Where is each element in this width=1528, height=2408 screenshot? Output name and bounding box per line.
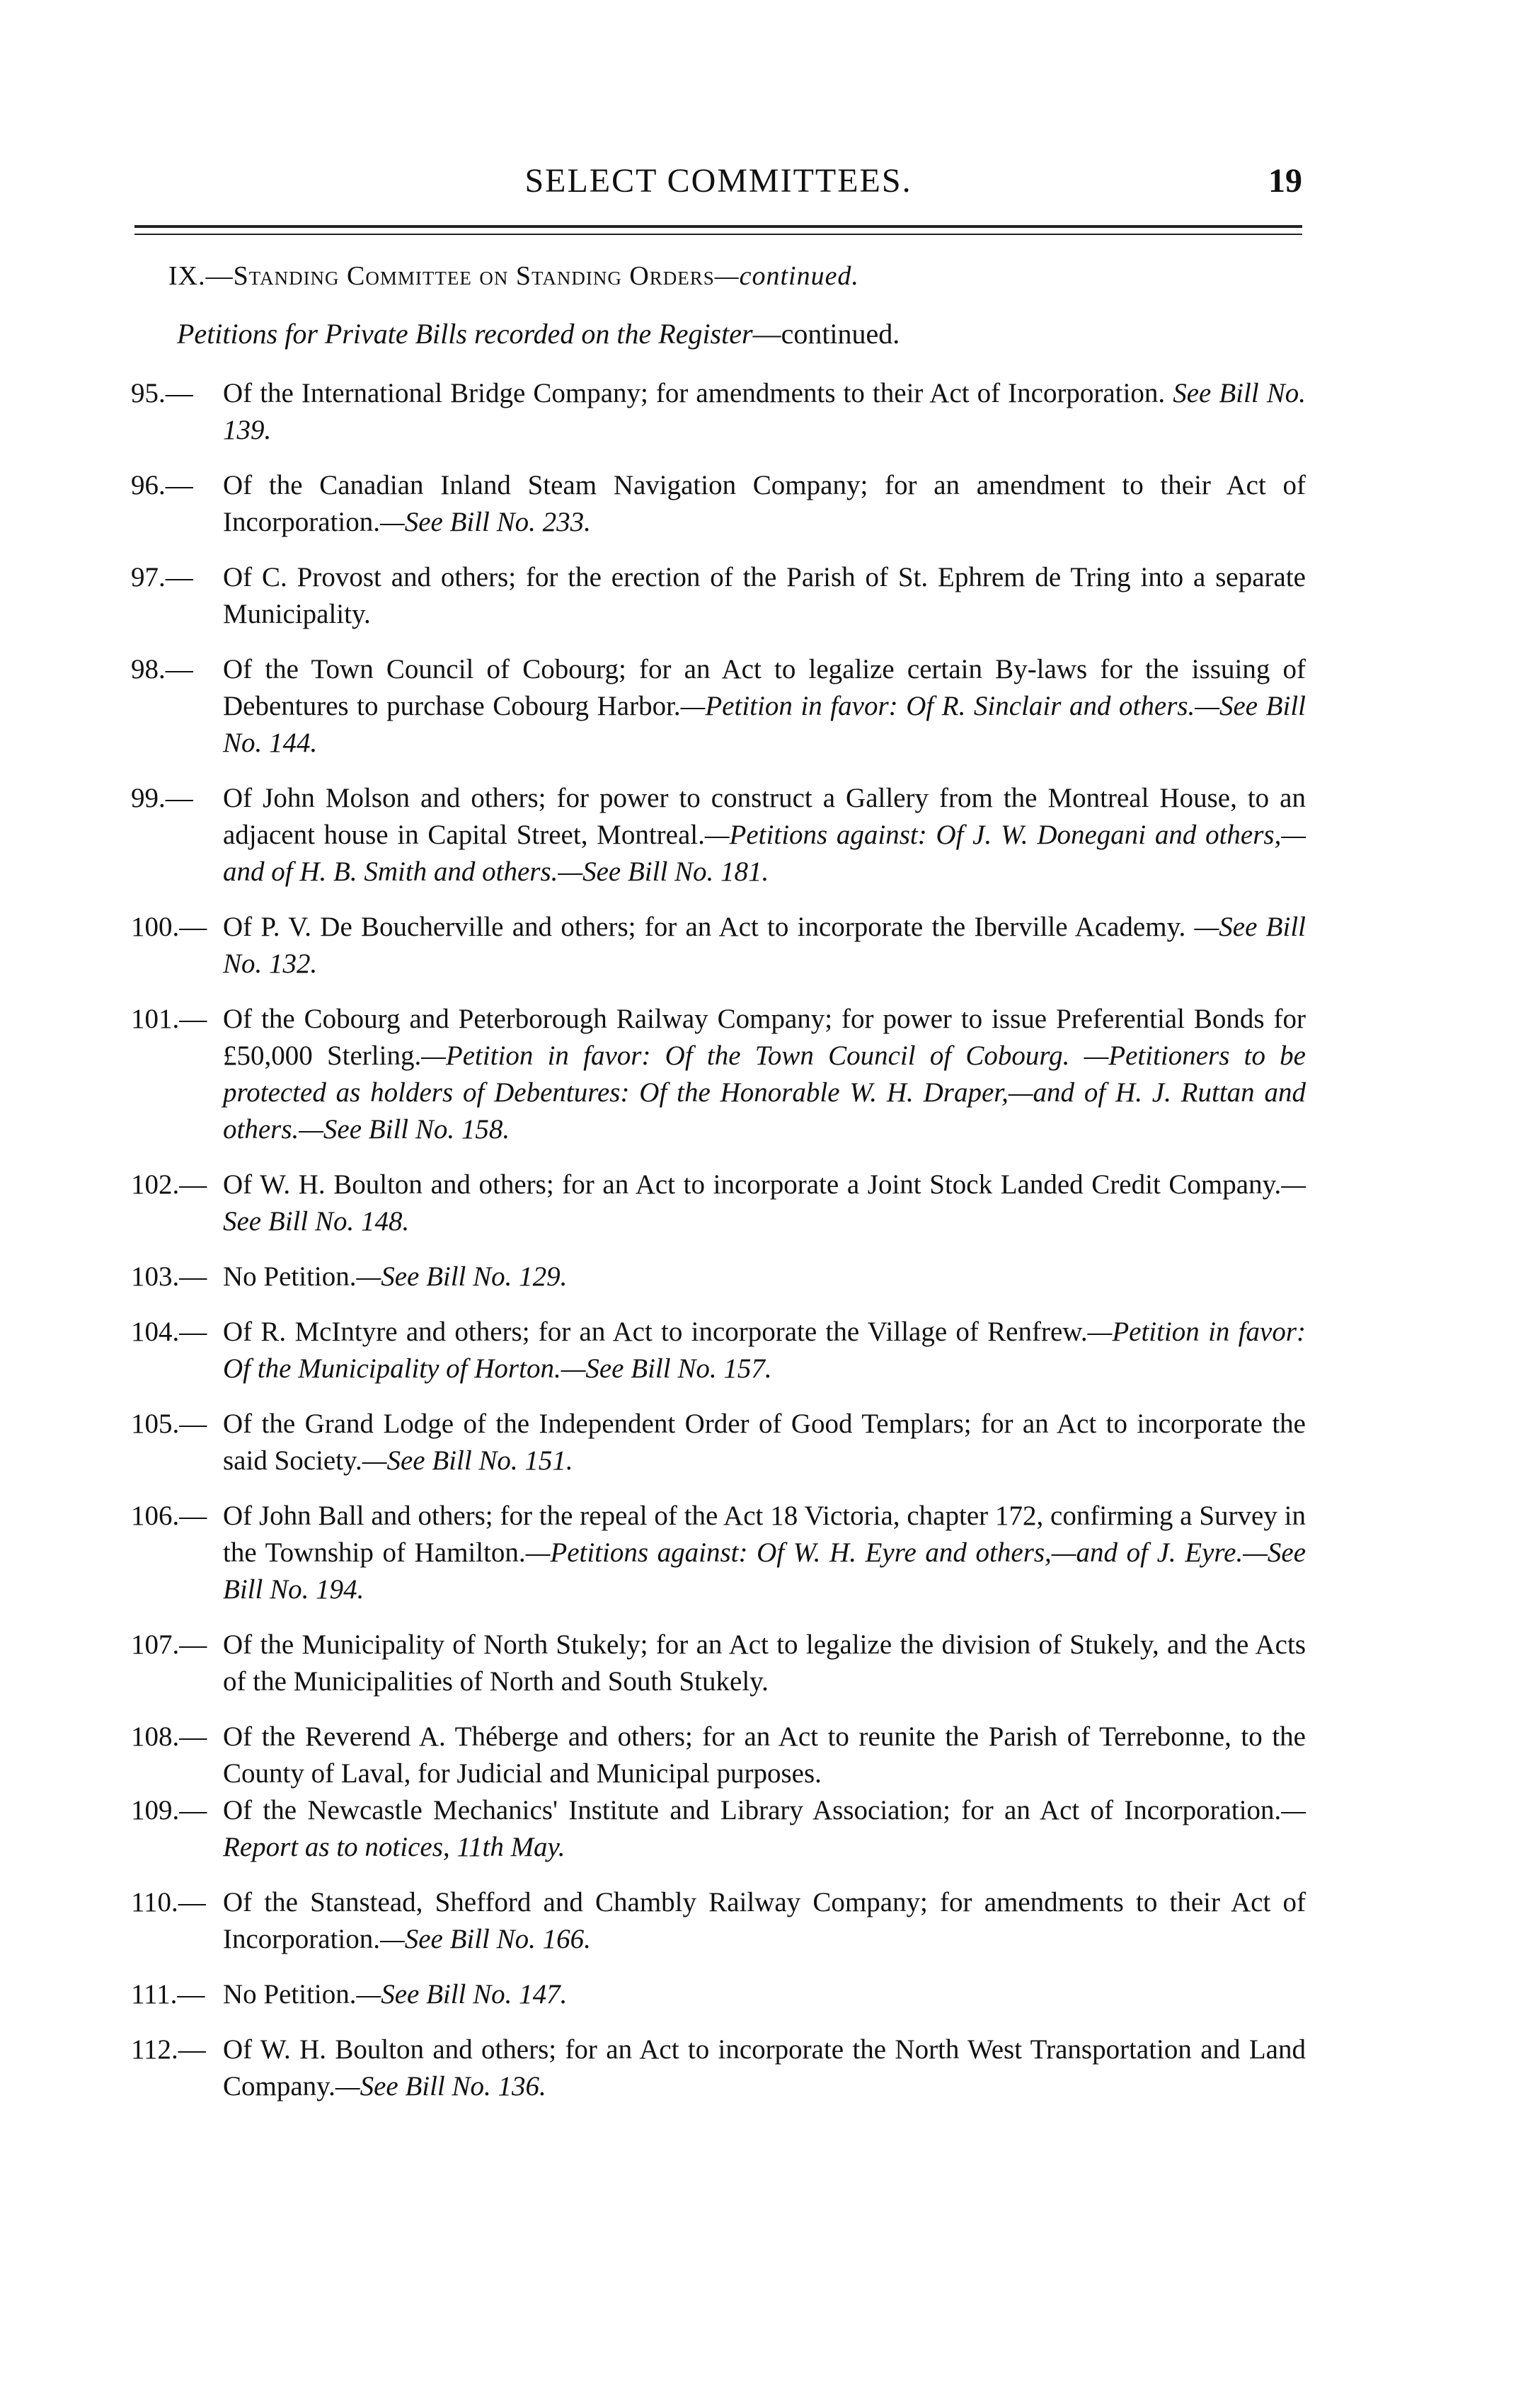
entry-number: 96.— — [131, 470, 193, 500]
entry-text: Of the International Bridge Company; for amendments to their Act of Incorporation. — [223, 378, 1166, 408]
list-item — [131, 1627, 1306, 1700]
list-item — [131, 1498, 1306, 1608]
entry-text: Of John Ball and others; for the repeal of the Act 18 Victoria, chapter 172, confirming a Survey in the Township of Hamilton. — [223, 1501, 1306, 1568]
entry-number: 103.— — [131, 1261, 207, 1292]
entry-reference: —See Bill No. 129. — [356, 1261, 568, 1292]
entry-number: 104.— — [131, 1317, 207, 1347]
list-item — [131, 1259, 1306, 1295]
entry-text: Of the Reverend A. Théberge and others; for an Act to reunite the Parish of Terrebonne, to the County of Laval, for Judicial and Municipal purposes. — [223, 1721, 1306, 1789]
entry-number: 98.— — [131, 654, 193, 684]
subheading-italic: Petitions for Private Bills recorded on the Register — [177, 318, 753, 350]
entry-reference: —See Bill No. 147. — [356, 1979, 568, 2009]
entry-text: Of R. McIntyre and others; for an Act to incorporate the Village of Renfrew. — [223, 1317, 1088, 1347]
entry-reference: —Petition in favor: Of the Town Council of Cobourg. —Petitioners to be protected as holders of Debentures: Of the Honorable W. H. Draper,—and of H. J. Ruttan and others.—See Bill No. 158. — [223, 1040, 1306, 1145]
entry-reference: —See Bill No. 233. — [380, 507, 591, 537]
entry-text: Of the Canadian Inland Steam Navigation Company; for an amendment to their Act of Incorporation. — [223, 470, 1306, 537]
entry-number: 110.— — [131, 1887, 206, 1917]
entry-number: 97.— — [131, 562, 193, 592]
entry-reference: —See Bill No. 132. — [223, 912, 1306, 979]
entry-number: 105.— — [131, 1409, 207, 1439]
entry-reference: —See Bill No. 151. — [362, 1445, 573, 1476]
list-item — [131, 1166, 1306, 1240]
subheading — [177, 317, 900, 350]
entry-reference: —See Bill No. 148. — [223, 1169, 1306, 1237]
entry-text: Of W. H. Boulton and others; for an Act to incorporate the North West Transportation and Land Company. — [223, 2034, 1306, 2102]
entry-number: 112.— — [131, 2034, 206, 2065]
page-number: 19 — [1268, 162, 1302, 200]
entry-reference: —Petition in favor: Of R. Sinclair and others.—See Bill No. 144. — [223, 691, 1306, 758]
list-item — [131, 909, 1306, 982]
entry-text: No Petition. — [223, 1979, 357, 2009]
entry-text: Of the Grand Lodge of the Independent Order of Good Templars; for an Act to incorporate the said Society. — [223, 1409, 1306, 1476]
section-heading — [168, 260, 859, 292]
subheading-rest: —continued. — [752, 318, 900, 350]
page-header — [134, 161, 1302, 218]
list-item — [131, 559, 1306, 633]
entry-text: Of W. H. Boulton and others; for an Act to incorporate a Joint Stock Landed Credit Company. — [223, 1169, 1282, 1200]
entry-number: 101.— — [131, 1004, 207, 1034]
entry-text: Of the Cobourg and Peterborough Railway Company; for power to issue Preferential Bonds for £50,000 Sterling. — [223, 1004, 1306, 1071]
entry-text: Of the Town Council of Cobourg; for an Act to legalize certain By-laws for the issuing of Debentures to purchase Cobourg Harbor. — [223, 654, 1306, 721]
entry-reference: —Petition in favor: Of the Municipality of Horton.—See Bill No. 157. — [223, 1317, 1306, 1384]
entry-number: 109.— — [131, 1795, 207, 1825]
petition-list — [131, 375, 1306, 2123]
entry-number: 102.— — [131, 1169, 207, 1200]
list-item — [131, 1884, 1306, 1958]
entry-number: 99.— — [131, 783, 193, 813]
entry-number: 106.— — [131, 1501, 207, 1531]
list-item — [131, 651, 1306, 762]
list-item — [131, 1001, 1306, 1148]
header-rule-thin — [134, 234, 1302, 235]
list-item — [131, 375, 1306, 449]
entry-text: No Petition. — [223, 1261, 357, 1292]
entry-number: 95.— — [131, 378, 193, 408]
list-item — [131, 1976, 1306, 2013]
header-rule — [134, 225, 1302, 228]
entry-reference: See Bill No. 139. — [223, 378, 1306, 445]
entry-reference: —Petitions against: Of J. W. Donegani and others,—and of H. B. Smith and others.—See Bill No. 181. — [223, 820, 1306, 887]
entry-text: Of John Molson and others; for power to construct a Gallery from the Montreal House, to an adjacent house in Capital Street, Montreal. — [223, 783, 1306, 850]
entry-number: 108.— — [131, 1721, 207, 1752]
entry-reference: —Petitions against: Of W. H. Eyre and others,—and of J. Eyre.—See Bill No. 194. — [223, 1537, 1306, 1605]
list-item — [131, 467, 1306, 541]
entry-reference: —Report as to notices, 11th May. — [223, 1795, 1306, 1862]
section-continued: —continued. — [714, 261, 859, 291]
section-title: Standing Committee on Standing Orders — [233, 261, 715, 291]
entry-reference: —See Bill No. 166. — [380, 1924, 591, 1954]
entry-text: Of the Municipality of North Stukely; for an Act to legalize the division of Stukely, and the Acts of the Municipalities of North and South Stukely. — [223, 1629, 1306, 1697]
list-item — [131, 2031, 1306, 2105]
list-item — [131, 1719, 1306, 1792]
list-item — [131, 1314, 1306, 1387]
entry-reference: —See Bill No. 136. — [335, 2071, 546, 2102]
entry-number: 111.— — [131, 1979, 205, 2009]
list-item — [131, 1792, 1306, 1866]
entry-number: 107.— — [131, 1629, 207, 1660]
list-item — [131, 1406, 1306, 1479]
entry-text: Of P. V. De Boucherville and others; for an Act to incorporate the Iberville Academy. — [223, 912, 1186, 942]
list-item — [131, 780, 1306, 890]
running-head: SELECT COMMITTEES. — [524, 162, 912, 200]
entry-number: 100.— — [131, 912, 207, 942]
section-numeral: IX.— — [168, 261, 234, 291]
entry-text: Of the Stanstead, Shefford and Chambly Railway Company; for amendments to their Act of Incorporation. — [223, 1887, 1306, 1954]
entry-text: Of the Newcastle Mechanics' Institute and Library Association; for an Act of Incorporation. — [223, 1795, 1282, 1825]
entry-text: Of C. Provost and others; for the erection of the Parish of St. Ephrem de Tring into a separate Municipality. — [223, 562, 1306, 629]
